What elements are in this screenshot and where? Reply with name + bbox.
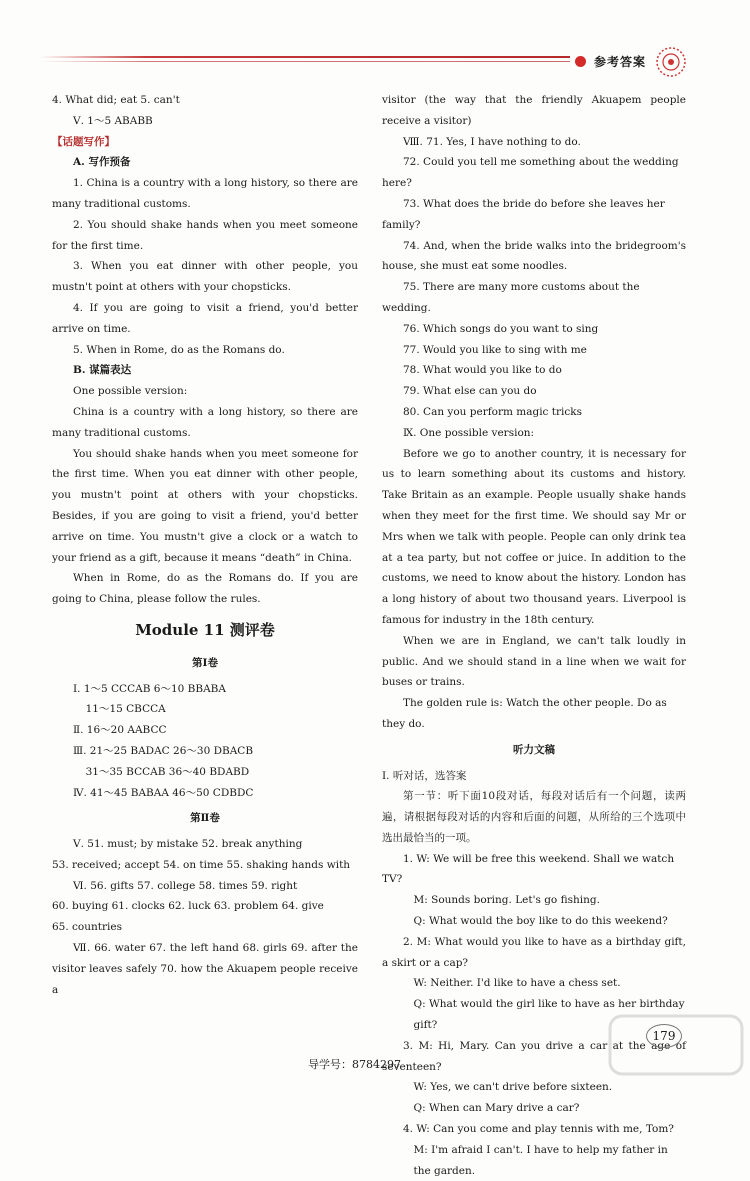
answer-line: 80. Can you perform magic tricks xyxy=(403,405,583,418)
header-title: 参考答案 xyxy=(594,55,647,69)
page-number: 179 xyxy=(646,1024,682,1048)
answer-line: Ⅷ. 71. Yes, I have nothing to do. xyxy=(403,135,581,148)
watermark-logo-icon xyxy=(606,1010,746,1080)
dialogue-line: Q: When can Mary drive a car? xyxy=(413,1102,580,1115)
header-dot-icon xyxy=(575,56,586,67)
answer-line: One possible version: xyxy=(73,385,188,398)
answer-line: 4. If you are going to visit a friend, you'd better arrive on time. xyxy=(52,301,358,335)
answer-line: 74. And, when the bride walks into the bridegroom's house, she must eat some noodles. xyxy=(382,239,686,273)
answer-line: Ⅰ. 1～5 CCCAB 6～10 BBABA xyxy=(73,682,226,695)
answer-line: 11～15 CBCCA xyxy=(85,703,166,716)
essay-paragraph: When in Rome, do as the Romans do. If you are going to China, please follow the rules. xyxy=(52,572,358,606)
answer-line: Ⅶ. 66. water 67. the left hand 68. girls 69. after the visitor leaves safely 70. how the Akuapem people receive a xyxy=(52,942,358,996)
section-heading: A. 写作预备 xyxy=(73,156,131,169)
dialogue-line: W: Neither. I'd like to have a chess set. xyxy=(413,977,621,990)
section-heading: 第Ⅱ卷 xyxy=(190,812,220,825)
dialogue-line: M: Sounds boring. Let's go fishing. xyxy=(413,894,600,907)
essay-paragraph: When we are in England, we can't talk loudly in public. And we should stand in a line when we wait for buses or trains. xyxy=(382,634,686,689)
answer-line: Ⅳ. 41～45 BABAA 46～50 CDBDC xyxy=(73,786,254,799)
dialogue-line: 1. W: We will be free this weekend. Shall we watch TV? xyxy=(382,852,675,886)
essay-paragraph: Before we go to another country, it is necessary for us to learn something about its customs and history. Take Britain as an example. People usually shake hands when they meet for the first time. We should say Mr or Mrs when we talk with people. People can only drink tea at a tea party, but not coffee or juice. In addition to the customs, we need to know about the history. London has a long history of about two thousand years. Liverpool is famous for industry in the 18th century. xyxy=(382,447,686,626)
answer-line: 60. buying 61. clocks 62. luck 63. problem 64. give xyxy=(52,900,324,913)
section-heading: Ⅰ. 听对话，选答案 xyxy=(382,769,467,782)
section-heading: B. 谋篇表达 xyxy=(73,364,132,377)
essay-paragraph: You should shake hands when you meet someone for the first time. When you eat dinner with other people, you mustn't point at others with your chopsticks. Besides, if you are going to visit a friend, you'd better arrive on time. You mustn't give a clock or a watch to your friend as a gift, because it means “death” in China. xyxy=(52,447,358,564)
section-heading: 第Ⅰ卷 xyxy=(192,656,218,669)
section-heading: 【话题写作】 xyxy=(52,135,115,148)
answer-line: 65. countries xyxy=(52,921,122,934)
essay-paragraph: The golden rule is: Watch the other people. Do as they do. xyxy=(382,697,667,730)
answer-line: 5. When in Rome, do as the Romans do. xyxy=(73,343,285,356)
dialogue-line: 3. M: Hi, Mary. Can you drive a car at the age of seventeen? xyxy=(382,1039,686,1073)
dialogue-line: W: Yes, we can't drive before sixteen. xyxy=(413,1081,613,1094)
section-heading: 听力文稿 xyxy=(513,743,555,756)
answer-line: 2. You should shake hands when you meet someone for the first time. xyxy=(52,218,358,252)
answer-line: Ⅲ. 21～25 BADAC 26～30 DBACB xyxy=(73,744,254,757)
header-rule xyxy=(40,56,570,65)
flower-badge-icon xyxy=(654,45,688,79)
answer-line: 75. There are many more customs about the wedding. xyxy=(382,281,640,314)
dialogue-line: Q: What would the girl like to have as her birthday gift? xyxy=(413,998,685,1032)
dialogue-line: 4. W: Can you come and play tennis with me, Tom? xyxy=(403,1123,674,1136)
answer-line: Ⅱ. 16～20 AABCC xyxy=(73,724,167,737)
answer-line: 72. Could you tell me something about the wedding here? xyxy=(382,156,679,190)
answer-line: 3. When you eat dinner with other people, you mustn't point at others with your chopsticks. xyxy=(52,260,358,294)
answer-line: 53. received; accept 54. on time 55. shaking hands with xyxy=(52,858,351,871)
page-header xyxy=(0,0,750,95)
answer-line: Ⅴ. 51. must; by mistake 52. break anything xyxy=(73,838,303,851)
footer-code: 导学号：8784297 xyxy=(308,1058,401,1071)
answer-line: Ⅸ. One possible version: xyxy=(403,426,535,439)
answer-line: visitor (the way that the friendly Akuapem people receive a visitor) xyxy=(382,94,686,127)
answer-line: 77. Would you like to sing with me xyxy=(403,343,587,356)
dialogue-line: M: I'm afraid I can't. I have to help my father in the garden. xyxy=(413,1143,668,1177)
answer-line: Ⅴ. 1～5 ABABB xyxy=(73,114,153,127)
instructions: 第一节：听下面10段对话，每段对话后有一个问题，读两遍，请根据每段对话的内容和后面的问题，从所给的三个选项中选出最恰当的一项。 xyxy=(382,790,686,844)
answer-line: 4. What did; eat 5. can't xyxy=(52,94,180,106)
answer-line: 73. What does the bride do before she leaves her family? xyxy=(382,197,665,231)
answer-line: 1. China is a country with a long history, so there are many traditional customs. xyxy=(52,177,358,210)
essay-paragraph: China is a country with a long history, so there are many traditional customs. xyxy=(52,405,358,439)
answer-line: 76. Which songs do you want to sing xyxy=(403,322,599,335)
module-title: Module 11 测评卷 xyxy=(135,620,275,639)
left-column xyxy=(52,90,358,1000)
dialogue-line: 2. M: What would you like to have as a birthday gift, a skirt or a cap? xyxy=(382,935,686,969)
answer-line: Ⅵ. 56. gifts 57. college 58. times 59. right xyxy=(73,879,298,892)
answer-line: 78. What would you like to do xyxy=(403,364,562,377)
answer-line: 31～35 BCCAB 36～40 BDABD xyxy=(85,765,250,778)
dialogue-line: Q: What would the boy like to do this weekend? xyxy=(413,915,668,928)
answer-line: 79. What else can you do xyxy=(403,385,537,398)
